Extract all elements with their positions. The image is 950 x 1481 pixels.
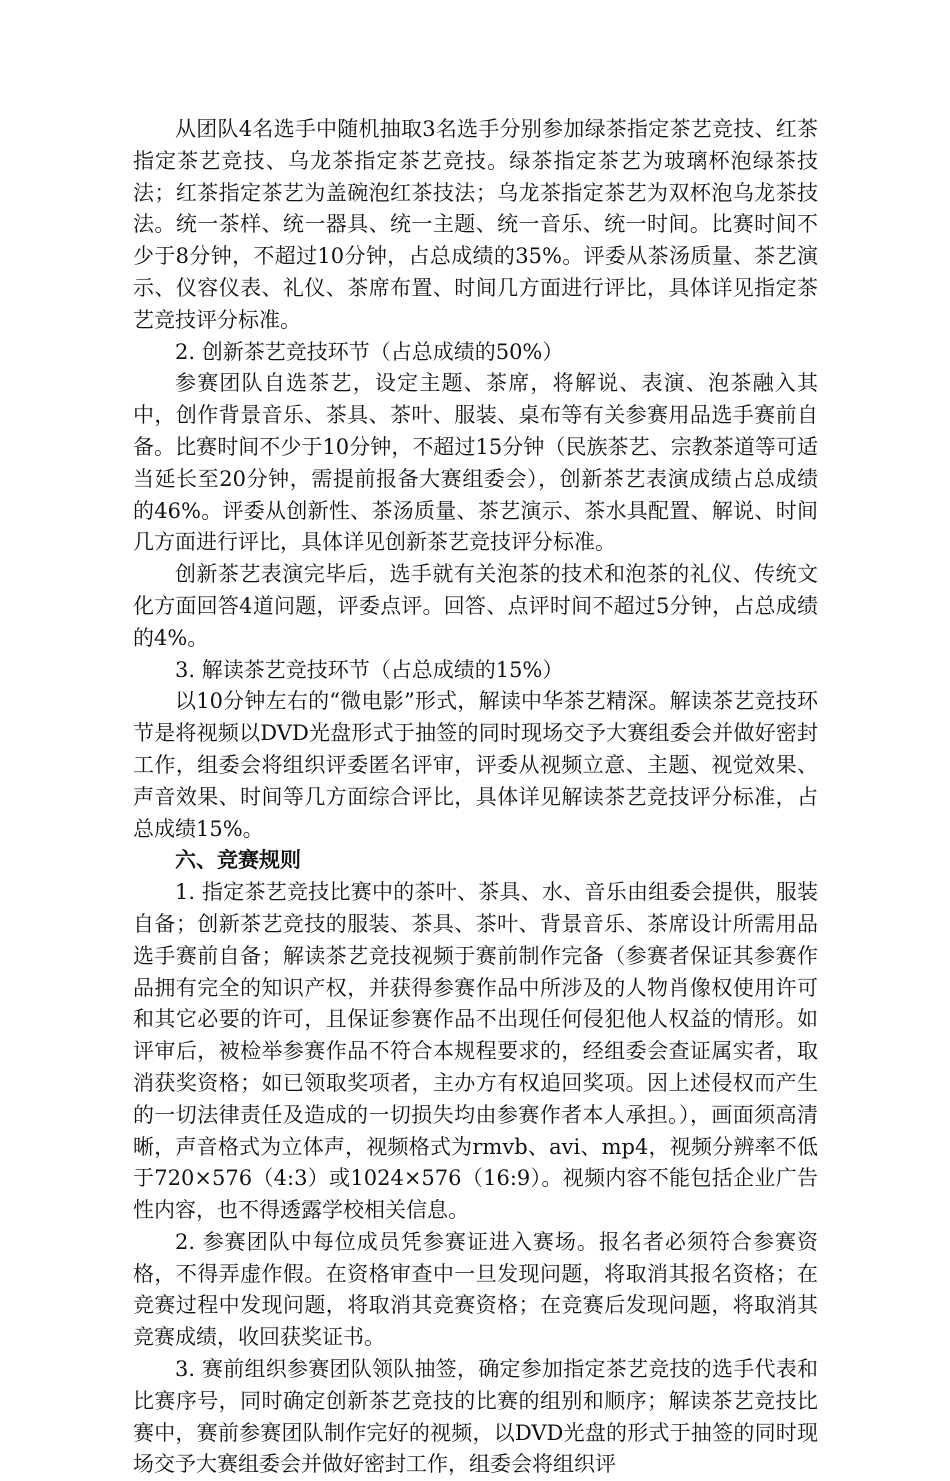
paragraph-micro-film: 以10分钟左右的“微电影”形式，解读中华茶艺精深。解读茶艺竞技环节是将视频以DVD光盘形式于抽签的同时现场交予大赛组委会并做好密封工作，组委会将组织评委匿名评审，评委从视频立意、主题、视觉效果、声音效果、时间等几方面综合评比，具体详见解读茶艺竞技评分标准，占总成绩15%。	[133, 689, 818, 841]
paragraph-qa-session: 创新茶艺表演完毕后，选手就有关泡茶的技术和泡茶的礼仪、传统文化方面回答4道问题，评委点评。回答、点评时间不超过5分钟，占总成绩的4%。	[133, 562, 818, 650]
subheading-innovative-tea-art: 2. 创新茶艺竞技环节（占总成绩的50%）	[175, 339, 564, 364]
paragraph-rule-3: 3. 赛前组织参赛团队领队抽签，确定参加指定茶艺竞技的选手代表和比赛序号，同时确定创新茶艺竞技的比赛的组别和顺序；解读茶艺竞技比赛中，赛前参赛团队制作完好的视频，以DVD光盘的形式于抽签的同时现场交予大赛组委会并做好密封工作，组委会将组织评	[133, 1357, 818, 1477]
document-page	[133, 114, 818, 1481]
paragraph-rule-1: 1. 指定茶艺竞技比赛中的茶叶、茶具、水、音乐由组委会提供，服装自备；创新茶艺竞技的服装、茶具、茶叶、背景音乐、茶席设计所需用品选手赛前自备；解读茶艺竞技视频于赛前制作完备（参赛者保证其参赛作品拥有完全的知识产权，并获得参赛作品中所涉及的人物肖像权使用许可和其它必要的许可，且保证参赛作品不出现任何侵犯他人权益的情形。如评审后，被检举参赛作品不符合本规程要求的，经组委会查证属实者，取消获奖资格；如已领取奖项者，主办方有权追回奖项。因上述侵权而产生的一切法律责任及造成的一切损失均由参赛作者本人承担。），画面须高清晰，声音格式为立体声，视频格式为rmvb、avi、mp4，视频分辨率不低于720×576（4:3）或1024×576（16:9）。视频内容不能包括企业广告性内容，也不得透露学校相关信息。	[133, 880, 818, 1223]
section-heading-competition-rules: 六、竞赛规则	[175, 848, 301, 873]
subheading-interpretive-tea-art: 3. 解读茶艺竞技环节（占总成绩的15%）	[175, 657, 564, 682]
paragraph-designated-tea-art-rules: 从团队4名选手中随机抽取3名选手分别参加绿茶指定茶艺竞技、红茶指定茶艺竞技、乌龙茶指定茶艺竞技。绿茶指定茶艺为玻璃杯泡绿茶技法；红茶指定茶艺为盖碗泡红茶技法；乌龙茶指定茶艺为双杯泡乌龙茶技法。统一茶样、统一器具、统一主题、统一音乐、统一时间。比赛时间不少于8分钟，不超过10分钟，占总成绩的35%。评委从茶汤质量、茶艺演示、仪容仪表、礼仪、茶席布置、时间几方面进行评比，具体详见指定茶艺竞技评分标准。	[133, 117, 818, 332]
paragraph-rule-2: 2. 参赛团队中每位成员凭参赛证进入赛场。报名者必须符合参赛资格，不得弄虚作假。在资格审查中一旦发现问题，将取消其报名资格；在竞赛过程中发现问题，将取消其竞赛资格；在竞赛后发现问题，将取消其竞赛成绩，收回获奖证书。	[133, 1229, 818, 1350]
paragraph-innovative-tea-art-rules: 参赛团队自选茶艺，设定主题、茶席，将解说、表演、泡茶融入其中，创作背景音乐、茶具、茶叶、服装、桌布等有关参赛用品选手赛前自备。比赛时间不少于10分钟，不超过15分钟（民族茶艺、宗教茶道等可适当延长至20分钟，需提前报备大赛组委会），创新茶艺表演成绩占总成绩的46%。评委从创新性、茶汤质量、茶艺演示、茶水具配置、解说、时间几方面进行评比，具体详见创新茶艺竞技评分标准。	[133, 371, 818, 555]
